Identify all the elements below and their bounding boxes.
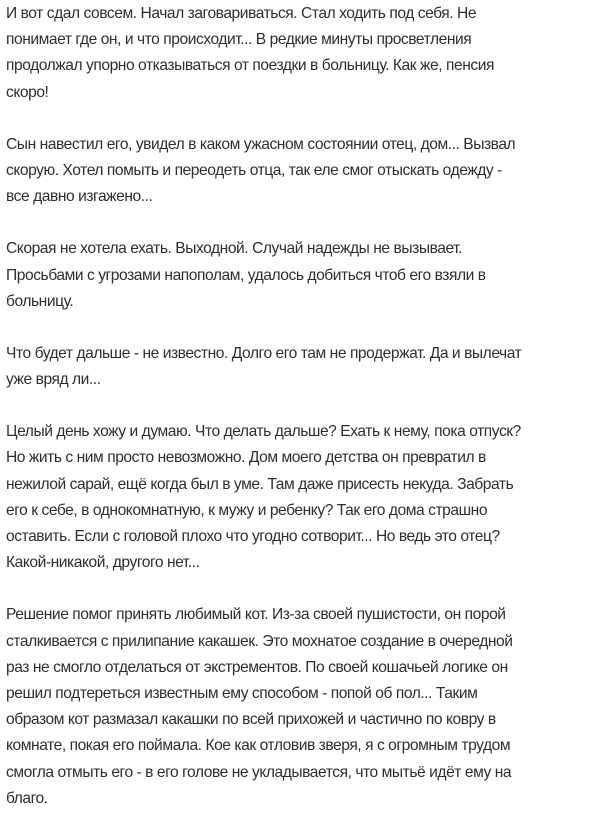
paragraph [6,602,611,812]
paragraph [6,341,611,393]
text-line: уже вряд ли... [6,371,101,389]
text-line: все давно изгажено... [6,188,153,206]
text-line: понимает где он, и что происходит... В редкие минуты просветления [6,31,472,49]
text-line: решил подтереться известным ему способом - попой об пол... Таким [6,684,478,702]
text-line: благо. [6,789,48,807]
text-line: продолжал упорно отказываться от поездки в больницу. Как же, пенсия [6,57,494,75]
text-line: больницу. [6,292,74,310]
text-line: нежилой сарай, ещё когда был в уме. Там даже присесть некуда. Забрать [6,475,514,493]
text-line: И вот сдал совсем. Начал заговариваться. Стал ходить под себя. Не [6,5,477,22]
text-line: оставить. Если с головой плохо что угодно сотворит... Но ведь это отец? [6,528,500,545]
text-line: Скорая не хотела ехать. Выходной. Случай надежды не вызывает. [6,240,463,258]
text-line: Просьбами с угрозами напополам, удалось добиться чтоб его взяли в [6,266,486,284]
text-line: образом кот размазал какашки по всей прихожей и частично по ковру в [6,711,496,729]
text-line: смогла отмыть его - в его голове не укладывается, что мытьё идёт ему на [6,763,512,781]
paragraph [6,1,611,106]
text-line: Какой-никакой, другого нет... [6,554,200,572]
text-line: скоро! [6,83,49,101]
text-line: Целый день хожу и думаю. Что делать дальше? Ехать к нему, пока отпуск? [6,423,521,441]
paragraph [6,132,611,211]
text-line: Но жить с ним просто невозможно. Дом моего детства он превратил в [6,449,486,467]
text-line: скорую. Хотел помыть и переодеть отца, так еле смог отыскать одежду - [6,161,502,179]
text-line: Решение помог принять любимый кот. Из-за своей пушистости, он порой [6,606,506,624]
paragraph [6,236,611,315]
text-line: Что будет дальше - не известно. Долго его там не продержат. Да и вылечат [6,344,522,362]
paragraph [6,419,611,576]
text-line: его к себе, в однокомнатную, к мужу и ребенку? Так его дома страшно [6,501,488,519]
text-line: комнате, покая его поймала. Кое как отловив зверя, я с огромным трудом [6,737,511,755]
text-line: Сын навестил его, увидел в каком ужасном состоянии отец, дом... Вызвал [6,135,516,153]
text-line: сталкивается с прилипание какашек. Это мохнатое создание в очередной [6,632,513,650]
text-line: раз не смогло отделаться от экстрементов. По своей кошачьей логике он [6,658,508,676]
